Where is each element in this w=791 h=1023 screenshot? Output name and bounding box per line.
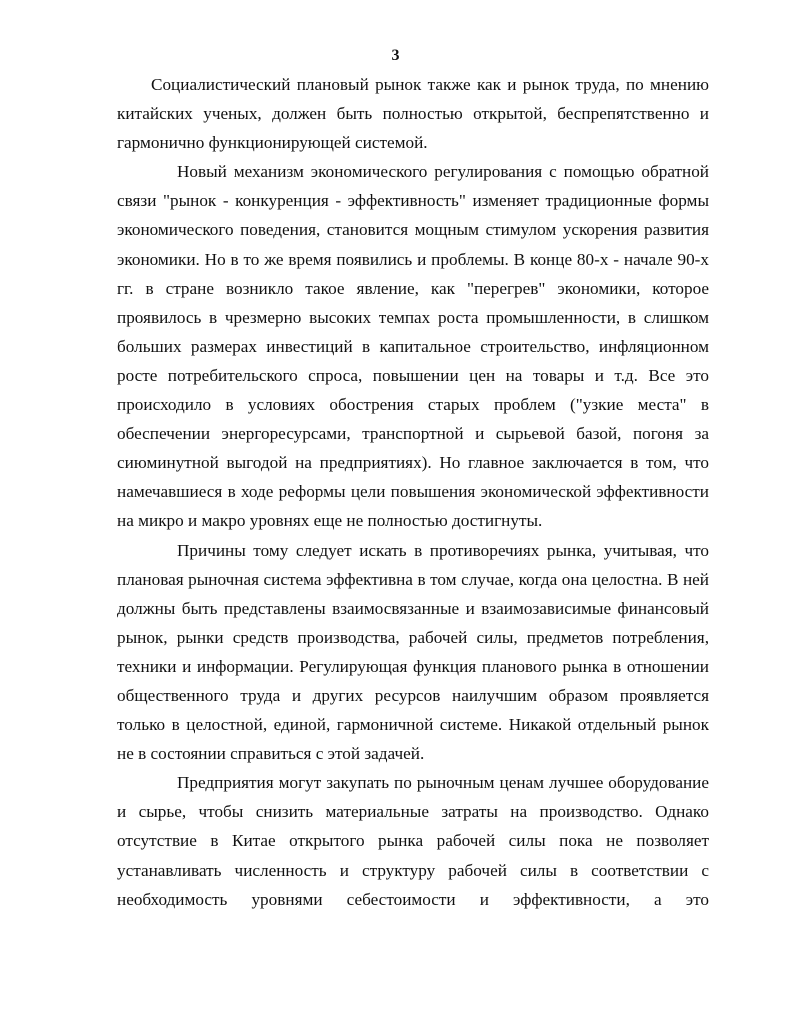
paragraph-1: Социалистический плановый рынок также как и рынок труда, по мнению китайских ученых, должен быть полностью открытой, беспрепятственно и гармонично функционирующей системой.	[117, 75, 709, 153]
paragraph-2: Новый механизм экономического регулирования с помощью обратной связи "рынок - конкуренция - эффективность" изменяет традиционные формы экономического поведения, становится мощным стимулом ускорения развития экономики. Но в то же время появились и проблемы. В конце 80-х - начале 90-х гг. в стране возникло такое явление, как "перегрев" экономики, которое проявилось в чрезмерно высоких темпах роста промышленности, в слишком больших размерах инвестиций в капитальное строительство, инфляционном росте потребительского спроса, повышении цен на товары и т.д. Все это происходило в условиях обострения старых проблем ("узкие места" в обеспечении энергоресурсами, транспортной и сырьевой базой, погоня за сиюминутной выгодой на предприятиях). Но главное заключается в том, что намечавшиеся в ходе реформы цели повышения экономической эффективности на микро и макро уровнях еще не полностью достигнуты.	[117, 162, 709, 531]
paragraph-4: Предприятия могут закупать по рыночным ценам лучшее оборудование и сырье, чтобы снизить материальные затраты на производство. Однако отсутствие в Китае открытого рынка рабочей силы пока не позволяет устанавливать численность и структуру рабочей силы в соответствии с необходимость уровнями себестоимости и эффективности, а это	[117, 773, 709, 909]
body-text	[117, 70, 709, 914]
page-number: 3	[391, 47, 400, 64]
paragraph-3: Причины тому следует искать в противоречиях рынка, учитывая, что плановая рыночная система эффективна в том случае, когда она целостна. В ней должны быть представлены взаимосвязанные и взаимозависимые финансовый рынок, рынки средств производства, рабочей силы, предметов потребления, техники и информации. Регулирующая функция планового рынка в отношении общественного труда и других ресурсов наилучшим образом проявляется только в целостной, единой, гармоничной системе. Никакой отдельный рынок не в состоянии справиться с этой задачей.	[117, 540, 709, 764]
